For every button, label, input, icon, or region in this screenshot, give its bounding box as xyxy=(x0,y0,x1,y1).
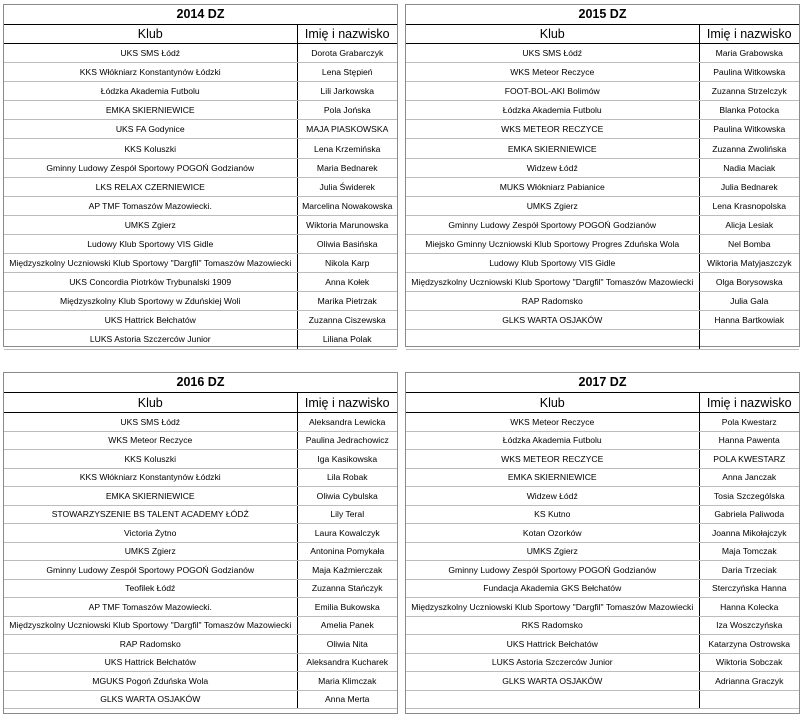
player-name-cell[interactable]: Daria Trzeciak xyxy=(699,561,799,580)
player-name-cell[interactable] xyxy=(699,330,799,349)
club-cell[interactable]: Gminny Ludowy Zespół Sportowy POGOŃ Godzianów xyxy=(406,215,699,234)
table-row xyxy=(406,196,799,215)
club-cell[interactable]: KKS Włókniarz Konstantynów Łódzki xyxy=(4,468,297,487)
club-cell[interactable]: KKS Włókniarz Konstantynów Łódzki xyxy=(4,63,297,82)
table-row xyxy=(4,44,397,63)
results-table xyxy=(4,25,397,350)
player-name-cell[interactable]: Zuzanna Strzelczyk xyxy=(699,82,799,101)
table-row xyxy=(4,139,397,158)
club-column-header: Klub xyxy=(4,25,297,44)
club-cell[interactable]: EMKA SKIERNIEWICE xyxy=(406,468,699,487)
results-table xyxy=(4,393,397,709)
club-cell[interactable]: WKS Meteor Reczyce xyxy=(4,431,297,450)
player-name-cell[interactable]: Emilia Bukowska xyxy=(297,598,397,617)
table-row xyxy=(4,82,397,101)
player-name-cell[interactable]: Anna Merta xyxy=(297,690,397,709)
player-name-cell[interactable]: Blanka Potocka xyxy=(699,101,799,120)
table-row xyxy=(4,177,397,196)
table-row xyxy=(406,215,799,234)
table-row xyxy=(406,139,799,158)
player-name-cell[interactable] xyxy=(699,690,799,709)
table-row xyxy=(4,63,397,82)
club-cell[interactable]: GLKS WARTA OSJAKÓW xyxy=(406,672,699,691)
club-cell[interactable]: Łódzka Akademia Futbolu xyxy=(406,101,699,120)
table-row xyxy=(406,672,799,691)
club-cell[interactable]: Widzew Łódź xyxy=(406,158,699,177)
club-cell[interactable]: EMKA SKIERNIEWICE xyxy=(406,139,699,158)
player-name-cell[interactable]: Lena Krasnopolska xyxy=(699,196,799,215)
table-row xyxy=(406,431,799,450)
club-cell[interactable]: UKS SMS Łódź xyxy=(4,44,297,63)
table-row xyxy=(406,330,799,349)
club-cell[interactable] xyxy=(406,330,699,349)
player-name-cell[interactable]: Anna Janczak xyxy=(699,468,799,487)
club-cell[interactable]: Międzyszkolny Uczniowski Klub Sportowy "Dargfil" Tomaszów Mazowiecki xyxy=(4,254,297,273)
table-title: 2015 DZ xyxy=(406,5,799,25)
club-cell[interactable]: Ludowy Klub Sportowy VIS Gidle xyxy=(4,234,297,253)
player-name-cell[interactable]: Lili Jarkowska xyxy=(297,82,397,101)
player-name-cell[interactable]: MAJA PIASKOWSKA xyxy=(297,120,397,139)
player-name-cell[interactable]: Hanna Bartkowiak xyxy=(699,311,799,330)
club-cell[interactable]: WKS Meteor Reczyce xyxy=(406,413,699,432)
club-cell[interactable]: UMKS Zgierz xyxy=(4,542,297,561)
club-column-header: Klub xyxy=(406,393,699,413)
club-cell[interactable]: KS Kutno xyxy=(406,505,699,524)
table-row xyxy=(406,82,799,101)
club-cell[interactable]: Victoria Żytno xyxy=(4,524,297,543)
table-row xyxy=(4,292,397,311)
header-row xyxy=(406,393,799,413)
player-name-cell[interactable]: Maria Klimczak xyxy=(297,672,397,691)
results-table xyxy=(406,25,799,350)
table-row xyxy=(406,598,799,617)
player-name-cell[interactable]: Adrianna Graczyk xyxy=(699,672,799,691)
table-row xyxy=(406,635,799,654)
player-name-cell[interactable]: Olga Borysowska xyxy=(699,273,799,292)
player-name-cell[interactable]: Zuzanna Zwolińska xyxy=(699,139,799,158)
player-name-cell[interactable]: Iga Kasikowska xyxy=(297,450,397,469)
player-name-cell[interactable]: Nadia Maciak xyxy=(699,158,799,177)
name-column-header: Imię i nazwisko xyxy=(297,393,397,413)
club-cell[interactable]: LUKS Astoria Szczerców Junior xyxy=(406,653,699,672)
club-cell[interactable]: UKS FA Godynice xyxy=(4,120,297,139)
table-2016 xyxy=(3,372,398,714)
name-column-header: Imię i nazwisko xyxy=(699,393,799,413)
club-cell[interactable]: RKS Radomsko xyxy=(406,616,699,635)
table-row xyxy=(406,616,799,635)
club-cell[interactable]: WKS Meteor Reczyce xyxy=(406,63,699,82)
player-name-cell[interactable]: Maja Kaźmierczak xyxy=(297,561,397,580)
table-row xyxy=(406,292,799,311)
player-name-cell[interactable]: Lila Robak xyxy=(297,468,397,487)
club-cell[interactable]: GLKS WARTA OSJAKÓW xyxy=(406,311,699,330)
table-row xyxy=(406,311,799,330)
player-name-cell[interactable]: Iza Woszczyńska xyxy=(699,616,799,635)
club-cell[interactable]: Gminny Ludowy Zespół Sportowy POGOŃ Godzianów xyxy=(406,561,699,580)
club-cell[interactable]: UKS Concordia Piotrków Trybunalski 1909 xyxy=(4,273,297,292)
club-cell[interactable]: UKS Hattrick Bełchatów xyxy=(4,311,297,330)
club-column-header: Klub xyxy=(4,393,297,413)
table-row xyxy=(406,542,799,561)
club-cell[interactable]: Teofilek Łódź xyxy=(4,579,297,598)
club-cell[interactable]: UKS Hattrick Bełchatów xyxy=(4,653,297,672)
club-cell[interactable]: AP TMF Tomaszów Mazowiecki. xyxy=(4,196,297,215)
table-row xyxy=(406,653,799,672)
player-name-cell[interactable]: Julia Świderek xyxy=(297,177,397,196)
club-cell[interactable]: Gminny Ludowy Zespół Sportowy POGOŃ Godzianów xyxy=(4,158,297,177)
player-name-cell[interactable]: Lily Teral xyxy=(297,505,397,524)
club-cell[interactable]: UMKS Zgierz xyxy=(406,196,699,215)
club-cell[interactable]: STOWARZYSZENIE BS TALENT ACADEMY ŁÓDŹ xyxy=(4,505,297,524)
table-row xyxy=(406,468,799,487)
club-cell[interactable]: FOOT-BOL-AKI Bolimów xyxy=(406,82,699,101)
player-name-cell[interactable]: Zuzanna Stańczyk xyxy=(297,579,397,598)
club-cell[interactable]: Gminny Ludowy Zespół Sportowy POGOŃ Godzianów xyxy=(4,561,297,580)
table-row xyxy=(406,177,799,196)
table-row xyxy=(4,579,397,598)
club-cell[interactable]: Międzyszkolny Uczniowski Klub Sportowy "Dargfil" Tomaszów Mazowiecki xyxy=(4,616,297,635)
player-name-cell[interactable]: Maja Tomczak xyxy=(699,542,799,561)
club-column-header: Klub xyxy=(406,25,699,44)
player-name-cell[interactable]: Wiktoria Marunowska xyxy=(297,215,397,234)
table-row xyxy=(406,44,799,63)
table-row xyxy=(4,158,397,177)
club-cell[interactable]: UMKS Zgierz xyxy=(4,215,297,234)
player-name-cell[interactable]: Anna Kołek xyxy=(297,273,397,292)
table-row xyxy=(4,330,397,349)
player-name-cell[interactable]: POLA KWESTARZ xyxy=(699,450,799,469)
table-row xyxy=(4,273,397,292)
club-cell[interactable]: KKS Koluszki xyxy=(4,139,297,158)
table-row xyxy=(4,234,397,253)
club-cell[interactable]: UMKS Zgierz xyxy=(406,542,699,561)
table-row xyxy=(4,254,397,273)
table-row xyxy=(406,524,799,543)
table-row xyxy=(4,101,397,120)
player-name-cell[interactable]: Marika Pietrzak xyxy=(297,292,397,311)
table-title: 2014 DZ xyxy=(4,5,397,25)
player-name-cell[interactable]: Sterczyńska Hanna xyxy=(699,579,799,598)
club-cell[interactable]: MGUKS Pogoń Zduńska Wola xyxy=(4,672,297,691)
player-name-cell[interactable]: Aleksandra Kucharek xyxy=(297,653,397,672)
player-name-cell[interactable]: Joanna Mikołajczyk xyxy=(699,524,799,543)
player-name-cell[interactable]: Nikola Karp xyxy=(297,254,397,273)
table-2014 xyxy=(3,4,398,347)
player-name-cell[interactable]: Oliwia Basińska xyxy=(297,234,397,253)
table-row xyxy=(4,672,397,691)
club-cell[interactable]: AP TMF Tomaszów Mazowiecki. xyxy=(4,598,297,617)
table-2017 xyxy=(405,372,800,714)
table-row xyxy=(4,450,397,469)
player-name-cell[interactable]: Aleksandra Lewicka xyxy=(297,413,397,432)
club-cell[interactable]: Fundacja Akademia GKS Bełchatów xyxy=(406,579,699,598)
club-cell[interactable]: RAP Radomsko xyxy=(406,292,699,311)
club-cell[interactable]: UKS Hattrick Bełchatów xyxy=(406,635,699,654)
club-cell[interactable]: WKS METEOR RECZYCE xyxy=(406,450,699,469)
table-row xyxy=(4,598,397,617)
player-name-cell[interactable]: Antonina Pomykała xyxy=(297,542,397,561)
table-2015 xyxy=(405,4,800,347)
player-name-cell[interactable]: Zuzanna Ciszewska xyxy=(297,311,397,330)
player-name-cell[interactable]: Katarzyna Ostrowska xyxy=(699,635,799,654)
player-name-cell[interactable]: Alicja Lesiak xyxy=(699,215,799,234)
player-name-cell[interactable]: Dorota Grabarczyk xyxy=(297,44,397,63)
club-cell[interactable]: Łódzka Akademia Futbolu xyxy=(406,431,699,450)
club-cell[interactable]: UKS SMS Łódź xyxy=(406,44,699,63)
table-row xyxy=(406,273,799,292)
table-row xyxy=(4,690,397,709)
table-row xyxy=(406,561,799,580)
club-cell[interactable]: GLKS WARTA OSJAKÓW xyxy=(4,690,297,709)
table-row xyxy=(4,505,397,524)
club-cell[interactable]: EMKA SKIERNIEWICE xyxy=(4,101,297,120)
table-row xyxy=(4,542,397,561)
club-cell[interactable]: LKS RELAX CZERNIEWICE xyxy=(4,177,297,196)
player-name-cell[interactable]: Oliwia Nita xyxy=(297,635,397,654)
table-row xyxy=(4,487,397,506)
table-row xyxy=(4,561,397,580)
player-name-cell[interactable]: Lena Krzemińska xyxy=(297,139,397,158)
player-name-cell[interactable]: Wiktoria Sobczak xyxy=(699,653,799,672)
table-row xyxy=(4,311,397,330)
club-cell[interactable]: WKS METEOR RECZYCE xyxy=(406,120,699,139)
table-row xyxy=(4,413,397,432)
player-name-cell[interactable]: Pola Kwestarz xyxy=(699,413,799,432)
player-name-cell[interactable]: Julia Bednarek xyxy=(699,177,799,196)
name-column-header: Imię i nazwisko xyxy=(699,25,799,44)
table-row xyxy=(4,616,397,635)
club-cell[interactable]: Ludowy Klub Sportowy VIS Gidle xyxy=(406,254,699,273)
table-row xyxy=(406,158,799,177)
header-row xyxy=(4,393,397,413)
results-table xyxy=(406,393,799,709)
player-name-cell[interactable]: Nel Bomba xyxy=(699,234,799,253)
player-name-cell[interactable]: Marcelina Nowakowska xyxy=(297,196,397,215)
player-name-cell[interactable]: Maria Grabowska xyxy=(699,44,799,63)
table-row xyxy=(406,690,799,709)
table-row xyxy=(406,101,799,120)
table-row xyxy=(406,120,799,139)
club-cell[interactable]: UKS SMS Łódź xyxy=(4,413,297,432)
table-row xyxy=(406,487,799,506)
club-cell[interactable]: LUKS Astoria Szczerców Junior xyxy=(4,330,297,349)
player-name-cell[interactable]: Hanna Pawenta xyxy=(699,431,799,450)
player-name-cell[interactable]: Julia Gala xyxy=(699,292,799,311)
player-name-cell[interactable]: Paulina Witkowska xyxy=(699,63,799,82)
player-name-cell[interactable]: Laura Kowalczyk xyxy=(297,524,397,543)
club-cell[interactable]: Kotan Ozorków xyxy=(406,524,699,543)
name-column-header: Imię i nazwisko xyxy=(297,25,397,44)
club-cell[interactable]: MUKS Włókniarz Pabianice xyxy=(406,177,699,196)
table-row xyxy=(4,431,397,450)
club-cell[interactable]: Międzyszkolny Uczniowski Klub Sportowy "Dargfil" Tomaszów Mazowiecki xyxy=(406,598,699,617)
club-cell[interactable]: Łódzka Akademia Futbolu xyxy=(4,82,297,101)
player-name-cell[interactable]: Pola Jońska xyxy=(297,101,397,120)
player-name-cell[interactable]: Paulina Jedrachowicz xyxy=(297,431,397,450)
player-name-cell[interactable]: Maria Bednarek xyxy=(297,158,397,177)
header-row xyxy=(4,25,397,44)
club-cell[interactable] xyxy=(406,690,699,709)
player-name-cell[interactable]: Tosia Szczególska xyxy=(699,487,799,506)
player-name-cell[interactable]: Amelia Panek xyxy=(297,616,397,635)
table-row xyxy=(406,413,799,432)
table-row xyxy=(4,653,397,672)
player-name-cell[interactable]: Paulina Witkowska xyxy=(699,120,799,139)
table-row xyxy=(406,63,799,82)
table-row xyxy=(406,450,799,469)
club-cell[interactable]: KKS Koluszki xyxy=(4,450,297,469)
player-name-cell[interactable]: Gabriela Paliwoda xyxy=(699,505,799,524)
club-cell[interactable]: Międzyszkolny Klub Sportowy w Zduńskiej Woli xyxy=(4,292,297,311)
table-row xyxy=(4,196,397,215)
table-row xyxy=(4,524,397,543)
player-name-cell[interactable]: Wiktoria Matyjaszczyk xyxy=(699,254,799,273)
player-name-cell[interactable]: Hanna Kolecka xyxy=(699,598,799,617)
table-title: 2016 DZ xyxy=(4,373,397,393)
table-row xyxy=(406,254,799,273)
player-name-cell[interactable]: Liliana Polak xyxy=(297,330,397,349)
club-cell[interactable]: Widzew Łódź xyxy=(406,487,699,506)
club-cell[interactable]: RAP Radomsko xyxy=(4,635,297,654)
table-row xyxy=(406,579,799,598)
table-title: 2017 DZ xyxy=(406,373,799,393)
club-cell[interactable]: Miejsko Gminny Uczniowski Klub Sportowy Progres Zduńska Wola xyxy=(406,234,699,253)
header-row xyxy=(406,25,799,44)
table-row xyxy=(4,120,397,139)
club-cell[interactable]: Międzyszkolny Uczniowski Klub Sportowy "Dargfil" Tomaszów Mazowiecki xyxy=(406,273,699,292)
table-row xyxy=(406,505,799,524)
table-row xyxy=(406,234,799,253)
player-name-cell[interactable]: Lena Stępień xyxy=(297,63,397,82)
table-row xyxy=(4,635,397,654)
table-row xyxy=(4,215,397,234)
club-cell[interactable]: EMKA SKIERNIEWICE xyxy=(4,487,297,506)
table-row xyxy=(4,468,397,487)
player-name-cell[interactable]: Oliwia Cybulska xyxy=(297,487,397,506)
